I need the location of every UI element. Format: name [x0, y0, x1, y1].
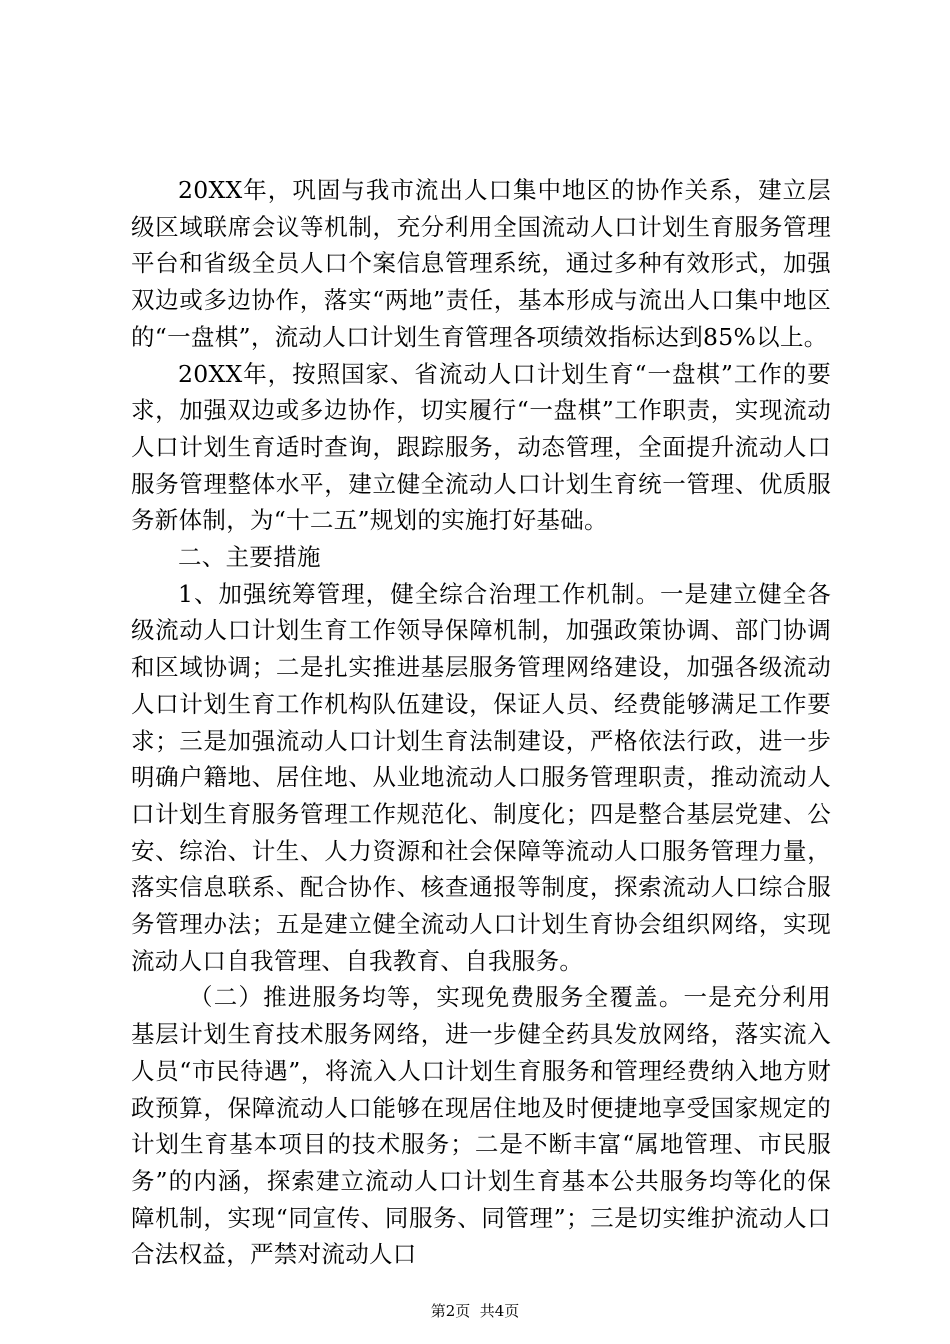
- paragraph-measure-2: （二）推进服务均等，实现免费服务全覆盖。一是充分利用基层计划生育技术服务网络，进一步健全药具发放网络，落实流入人员“市民待遇”，将流入人口计划生育服务和管理经费纳入地方财政预算，保障流动人口能够在现居住地及时便捷地享受国家规定的计划生育基本项目的技术服务；二是不断丰富“属地管理、市民服务”的内涵，探索建立流动人口计划生育基本公共服务均等化的保障机制，实现“同宣传、同服务、同管理”；三是切实维护流动人口合法权益，严禁对流动人口: [131, 983, 831, 1269]
- paragraph-goal-year-1: 20XX年，巩固与我市流出人口集中地区的协作关系，建立层级区域联席会议等机制，充分利用全国流动人口计划生育服务管理平台和省级全员人口个案信息管理系统，通过多种有效形式，加强双边或多边协作，落实“两地”责任，基本形成与流出人口集中地区的“一盘棋”，流动人口计划生育管理各项绩效指标达到85%以上。: [131, 176, 831, 351]
- paragraph-goal-year-2: 20XX年，按照国家、省流动人口计划生育“一盘棋”工作的要求，加强双边或多边协作，切实履行“一盘棋”工作职责，实现流动人口计划生育适时查询，跟踪服务，动态管理，全面提升流动人口服务管理整体水平，建立健全流动人口计划生育统一管理、优质服务新体制，为“十二五”规划的实施打好基础。: [131, 359, 831, 535]
- document-body: [131, 172, 831, 1273]
- page-footer: 第2页 共4页: [430, 1302, 520, 1320]
- paragraph-measure-1: 1、加强统筹管理，健全综合治理工作机制。一是建立健全各级流动人口计划生育工作领导保障机制，加强政策协调、部门协调和区域协调；二是扎实推进基层服务管理网络建设，加强各级流动人口计划生育工作机构队伍建设，保证人员、经费能够满足工作要求；三是加强流动人口计划生育法制建设，严格依法行政，进一步明确户籍地、居住地、从业地流动人口服务管理职责，推动流动人口计划生育服务管理工作规范化、制度化；四是整合基层党建、公安、综治、计生、人力资源和社会保障等流动人口服务管理力量，落实信息联系、配合协作、核查通报等制度，探索流动人口综合服务管理办法；五是建立健全流动人口计划生育协会组织网络，实现流动人口自我管理、自我教育、自我服务。: [131, 579, 831, 975]
- section-heading-main-measures: 二、主要措施: [178, 543, 321, 572]
